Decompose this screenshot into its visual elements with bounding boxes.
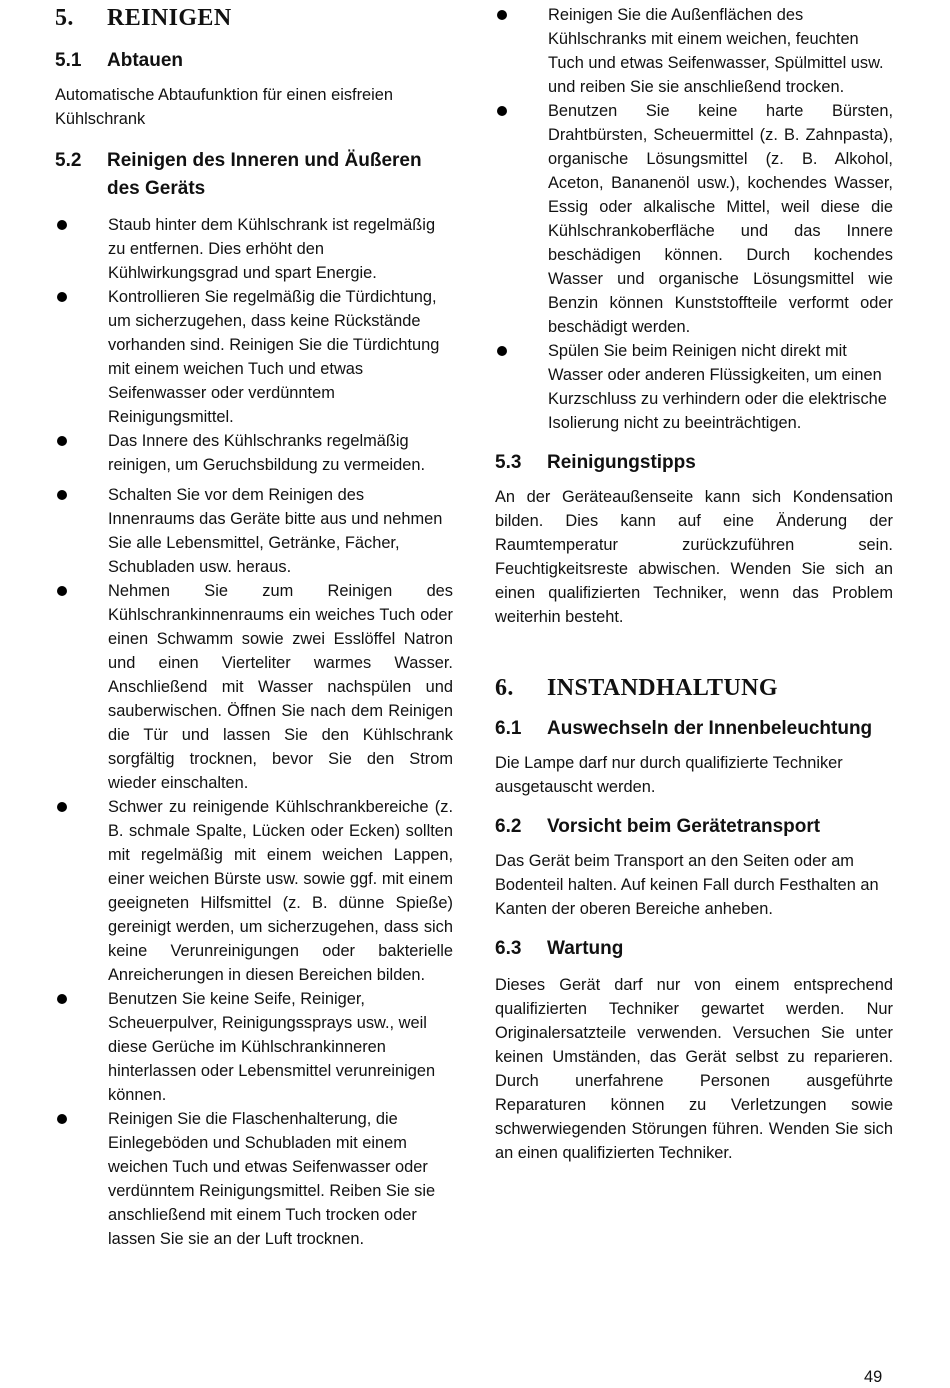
bullet-icon: [57, 220, 67, 230]
list-item-text: Reinigen Sie die Flaschenhalterung, die Einlegeböden und Schubladen mit einem weichen Tuch und etwas Seifenwasser oder verdünntem Reinigungsmittel. Reiben Sie sie anschließend mit einem Tuch trocken oder lassen Sie sie an der Luft trocknen.: [108, 1110, 436, 1248]
bullet-icon: [497, 10, 507, 20]
bullet-icon: [57, 994, 67, 1004]
section-title: REINIGEN: [107, 5, 232, 31]
subsection-title: Wartung: [547, 938, 624, 959]
subsection-number: 6.3: [495, 938, 522, 959]
subsection-5-1-heading: [55, 47, 453, 75]
list-item-text: Reinigen Sie die Außenflächen des Kühlschranks mit einem weichen, feuchten Tuch und etwas Seifenwasser, Spülmittel usw. und reiben Sie sie anschließend trocken.: [548, 6, 884, 96]
list-item: [495, 339, 893, 435]
page-number: 49: [864, 1368, 883, 1386]
paragraph: Automatische Abtaufunktion für einen eisfreien Kühlschrank: [55, 86, 394, 128]
subsection-number: 5.2: [55, 150, 82, 171]
subsection-number: 6.2: [495, 816, 522, 837]
subsection-number: 5.3: [495, 452, 522, 473]
subsection-6-1-heading: [495, 715, 893, 743]
bullet-icon: [57, 292, 67, 302]
bullet-icon: [57, 436, 67, 446]
list-item: [55, 795, 453, 987]
bullet-icon: [57, 802, 67, 812]
list-item: [55, 213, 453, 285]
list-item-text: Kontrollieren Sie regelmäßig die Türdichtung, um sicherzugehen, dass keine Rückstände vorhanden sind. Reinigen Sie die Türdichtung mit einem weichen Tuch und etwas Seifenwasser oder verdünntem Reinigungsmittel.: [108, 288, 440, 426]
list-item: [495, 3, 893, 99]
paragraph: An der Geräteaußenseite kann sich Kondensation bilden. Dies kann auf eine Änderung der Raumtemperatur zurückzuführen sein. Feuchtigkeitsreste abwischen. Wenden Sie sich an einen qualifizierten Techniker, wenn das Problem weiterhin besteht.: [495, 488, 893, 626]
list-item-text: Benutzen Sie keine harte Bürsten, Drahtbürsten, Scheuermittel (z. B. Zahnpasta), organische Lösungsmittel (z. B. Alkohol, Aceton, Bananenöl usw.), kochendes Wasser, Essig oder alkalische Mittel, weil diese die Kühlschrankoberfläche und das Innere beschädigen können. Durch kochendes Wasser und organische Lösungsmittel wie Benzin können Kunststoffteile verformt oder beschädigt werden.: [548, 102, 893, 336]
subsection-title: Auswechseln der Innenbeleuchtung: [547, 718, 873, 739]
subsection-5-3-heading: [495, 449, 893, 477]
list-item-text: Schalten Sie vor dem Reinigen des Innenraums das Geräte bitte aus und nehmen Sie alle Lebensmittel, Getränke, Fächer, Schubladen usw. heraus.: [108, 486, 443, 576]
subsection-number: 6.1: [495, 718, 522, 739]
subsection-title: Reinigungstipps: [547, 452, 696, 473]
subsection-6-2-heading: [495, 813, 893, 841]
bullet-icon: [57, 586, 67, 596]
subsection-title: Reinigen des Inneren und Äußeren des Geräts: [107, 150, 422, 199]
list-item: [495, 99, 893, 339]
list-item: [55, 429, 453, 477]
bullet-icon: [497, 106, 507, 116]
subsection-title: Vorsicht beim Gerätetransport: [547, 816, 821, 837]
list-item: [55, 483, 453, 579]
list-item: [55, 987, 453, 1107]
section-title: INSTANDHALTUNG: [547, 675, 778, 701]
list-item: [55, 1107, 453, 1251]
paragraph: Das Gerät beim Transport an den Seiten oder am Bodenteil halten. Auf keinen Fall durch Festhalten an Kanten der oberen Bereiche anheben.: [495, 852, 879, 918]
list-item-text: Das Innere des Kühlschranks regelmäßig reinigen, um Geruchsbildung zu vermeiden.: [108, 432, 426, 474]
list-item-text: Staub hinter dem Kühlschrank ist regelmäßig zu entfernen. Dies erhöht den Kühlwirkungsgrad und spart Energie.: [108, 216, 436, 282]
subsection-6-3-heading: [495, 935, 893, 963]
left-column: [55, 0, 453, 1251]
section-number: 5.: [55, 5, 74, 31]
list-item-text: Schwer zu reinigende Kühlschrankbereiche (z. B. schmale Spalte, Lücken oder Ecken) sollten mit regelmäßig mit einem weichen Lappen, einer weichen Bürste usw. sowie ggf. mit einem geeigneten Hilfsmittel (z. B. dünne Spieße) gereinigt werden, um sicherzugehen, dass sich keine Verunreinigungen oder bakterielle Anreicherungen in diesen Bereichen bilden.: [108, 798, 453, 984]
list-item: [55, 285, 453, 429]
paragraph: Die Lampe darf nur durch qualifizierte Techniker ausgetauscht werden.: [495, 754, 843, 796]
bullet-icon: [57, 1114, 67, 1124]
section-6-heading: [495, 673, 893, 703]
subsection-number: 5.1: [55, 50, 82, 71]
subsection-title: Abtauen: [107, 50, 183, 71]
list-item-text: Nehmen Sie zum Reinigen des Kühlschrankinnenraums ein weiches Tuch oder einen Schwamm sowie zwei Esslöffel Natron und einen Vierteliter warmes Wasser. Anschließend mit Wasser nachspülen und sauberwischen. Öffnen Sie nach dem Reinigen die Tür und lassen Sie den Kühlschrank sorgfältig trocknen, bevor Sie den Strom wieder einschalten.: [108, 582, 453, 792]
list-item-text: Spülen Sie beim Reinigen nicht direkt mit Wasser oder anderen Flüssigkeiten, um einen Kurzschluss zu verhindern oder die elektrische Isolierung nicht zu beeinträchtigen.: [548, 342, 887, 432]
list-item: [55, 579, 453, 795]
section-number: 6.: [495, 675, 514, 701]
paragraph: Dieses Gerät darf nur von einem entsprechend qualifizierten Techniker gewartet werden. Nur Originalersatzteile verwenden. Versuchen Sie unter keinen Umständen, das Gerät selbst zu reparieren. Durch unerfahrene Personen ausgeführte Reparaturen können zu Verletzungen sowie schwerwiegenden Störungen führen. Wenden Sie sich an einen qualifizierten Techniker.: [495, 976, 893, 1162]
section-5-heading: [55, 3, 453, 33]
right-column: [495, 0, 893, 1165]
bullet-icon: [497, 346, 507, 356]
bullet-icon: [57, 490, 67, 500]
list-item-text: Benutzen Sie keine Seife, Reiniger, Scheuerpulver, Reinigungssprays usw., weil diese Gerüche im Kühlschrankinneren hinterlassen oder Lebensmittel verunreinigen können.: [108, 990, 436, 1104]
subsection-5-2-heading: [55, 147, 453, 203]
